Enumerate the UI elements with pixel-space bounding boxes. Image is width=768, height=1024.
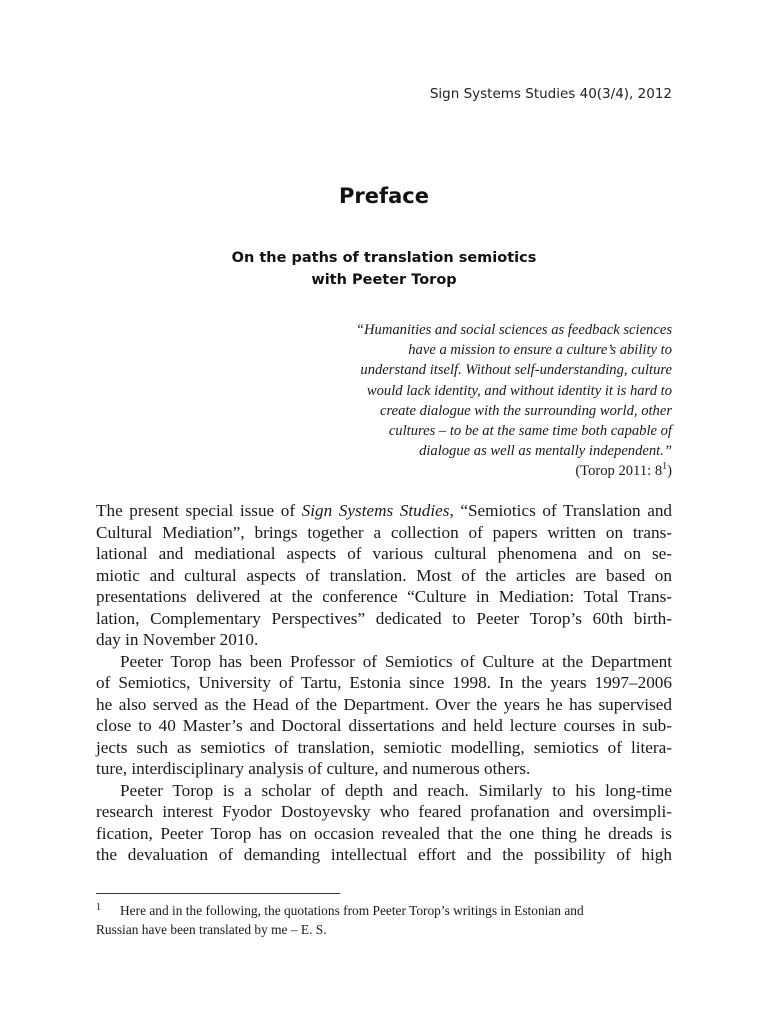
body-line: day in November 2010.: [96, 630, 259, 649]
body-line: Peeter Torop is a scholar of depth and reach. Similarly to his long-time: [120, 780, 672, 800]
body-line: research interest Fyodor Dostoyevsky who feared profanation and oversimpli-: [96, 802, 672, 821]
subtitle-line-1: On the paths of translation semiotics: [231, 250, 537, 266]
body-line: lation, Complementary Perspectives” dedicated to Peeter Torop’s 60th birth-: [96, 608, 672, 628]
body-line: of Semiotics, University of Tartu, Estonia since 1998. In the years 1997–2006: [96, 673, 672, 692]
body-line: the devaluation of demanding intellectual effort and the possibility of high: [96, 845, 672, 864]
body-text-run: The present special issue of: [96, 501, 302, 520]
body-line: close to 40 Master’s and Doctoral dissertations and held lecture courses in sub-: [96, 716, 672, 735]
body-line: ture, interdisciplinary analysis of culture, and numerous others.: [96, 759, 531, 778]
body-line: jects such as semiotics of translation, semiotic modelling, semiotics of litera-: [96, 737, 672, 757]
journal-reference: Sign Systems Studies 40(3/4), 2012: [429, 86, 672, 102]
footnote-mark: 1: [96, 902, 101, 913]
body-text: [96, 500, 672, 866]
footnote-line: Russian have been translated by me – E. S.: [96, 922, 327, 937]
epigraph-line: dialogue as well as mentally independent.”: [419, 443, 672, 460]
footnote-text: Here and in the following, the quotations from Peeter Torop’s writings in Estonian and: [120, 903, 584, 918]
journal-name-italic: Sign Systems Studies: [301, 501, 450, 520]
footnote-line: [96, 901, 672, 920]
body-line: lational and mediational aspects of various cultural phenomena and on se-: [96, 544, 672, 563]
body-line: presentations delivered at the conference “Culture in Mediation: Total Trans-: [96, 587, 672, 606]
footnote-reference[interactable]: 1: [662, 461, 668, 473]
body-line: miotic and cultural aspects of translation. Most of the articles are based on: [96, 565, 672, 585]
footnote: [96, 901, 672, 939]
epigraph-line: cultures – to be at the same time both capable of: [388, 423, 672, 440]
body-text-run: , “Semiotics of Translation and: [449, 501, 673, 520]
page-title: Preface: [339, 184, 429, 208]
body-line: fication, Peeter Torop has on occasion revealed that the one thing he dreads is: [96, 823, 672, 843]
epigraph-citation: [312, 461, 672, 481]
epigraph-line: create dialogue with the surrounding world, other: [380, 402, 672, 419]
epigraph-line: would lack identity, and without identity it is hard to: [366, 382, 672, 399]
epigraph-line: “Humanities and social sciences as feedback sciences: [355, 322, 672, 338]
footnote-divider: [96, 893, 340, 894]
epigraph-line: have a mission to ensure a culture’s ability to: [408, 342, 672, 359]
body-line: [96, 500, 672, 522]
epigraph: [312, 320, 672, 482]
subtitle: [0, 247, 768, 291]
epigraph-line: understand itself. Without self-understanding, culture: [360, 362, 672, 379]
body-line: Cultural Mediation”, brings together a collection of papers written on trans-: [96, 522, 672, 542]
body-line: he also served as the Head of the Department. Over the years he has supervised: [96, 694, 672, 714]
subtitle-line-2: with Peeter Torop: [311, 272, 457, 288]
citation-close: ): [667, 463, 672, 480]
citation-text: (Torop 2011: 8: [575, 463, 663, 480]
body-line: Peeter Torop has been Professor of Semiotics of Culture at the Department: [120, 651, 672, 671]
